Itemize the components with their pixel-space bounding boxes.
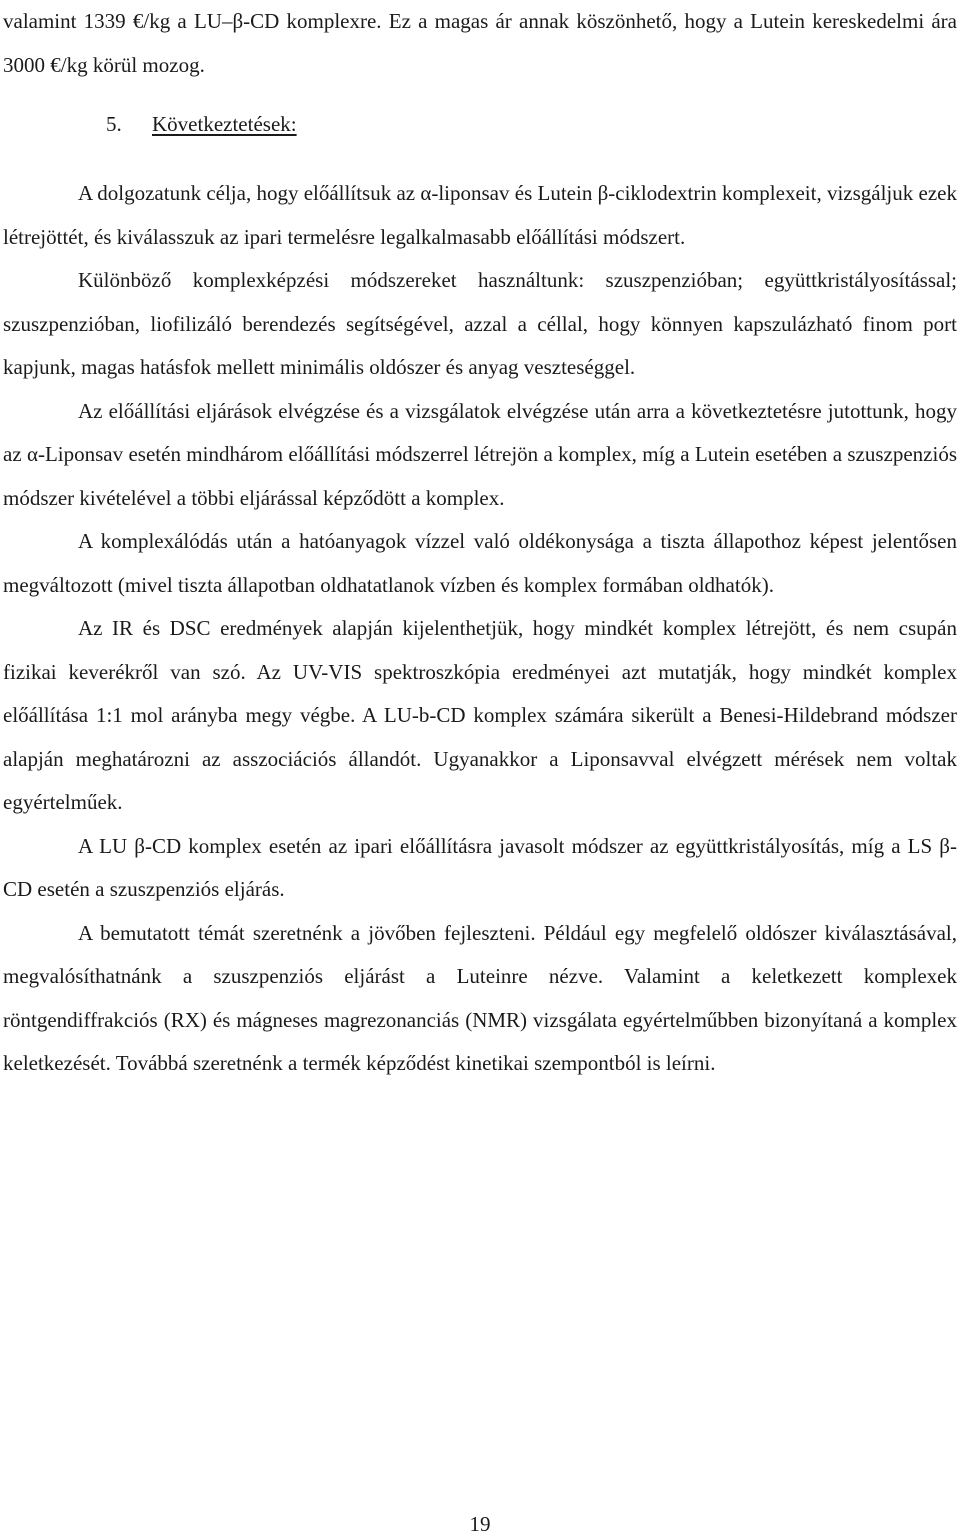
paragraph-future-work: A bemutatott témát szeretnénk a jövőben fejleszteni. Például egy megfelelő oldószer kiválasztásával, megvalósíthatnánk a szuszpenziós eljárást a Luteinre nézve. Valamint a keletkezett komplexek röntgendiffrakciós (RX) és mágneses magrezonanciás (NMR) vizsgálata egyértelműbben bizonyítaná a komplex keletkezését. Továbbá szeretnénk a termék képződést kinetikai szempontból is leírni. bbox=[3, 920, 957, 1075]
section-title: Következtetések: bbox=[152, 112, 297, 136]
body-text bbox=[3, 172, 957, 1086]
paragraph-goal: A dolgozatunk célja, hogy előállítsuk az α-liponsav és Lutein β-ciklodextrin komplexeit, vizsgáljuk ezek létrejöttét, és kiválasszuk az ipari termelésre legalkalmasabb előállítási módszert. bbox=[3, 181, 957, 249]
page-number: 19 bbox=[469, 1512, 491, 1536]
paragraph-recommendation: A LU β-CD komplex esetén az ipari előállításra javasolt módszer az együttkristályosítás, míg a LS β-CD esetén a szuszpenziós eljárás. bbox=[3, 833, 957, 901]
paragraph-analysis: Az IR és DSC eredmények alapján kijelenthetjük, hogy mindkét komplex létrejött, és nem csupán fizikai keverékről van szó. Az UV-VIS spektroszkópia eredményei azt mutatják, hogy mindkét komplex előállítása 1:1 mol arányba megy végbe. A LU-b-CD komplex számára sikerült a Benesi-Hildebrand módszer alapján meghatározni az asszociációs állandót. Ugyanakkor a Liponsavval elvégzett mérések nem voltak egyértelműek. bbox=[3, 616, 957, 814]
intro-paragraph: valamint 1339 €/kg a LU–β-CD komplexre. Ez a magas ár annak köszönhető, hogy a Lutein kereskedelmi ára 3000 €/kg körül mozog. bbox=[3, 9, 957, 77]
paragraph-conclusion: Az előállítási eljárások elvégzése és a vizsgálatok elvégzése után arra a következtetésre jutottunk, hogy az α-Liponsav esetén mindhárom előállítási módszerrel létrejön a komplex, míg a Lutein esetében a szuszpenziós módszer kivételével a többi eljárással képződött a komplex. bbox=[3, 398, 957, 510]
section-number: 5. bbox=[106, 112, 122, 136]
paragraph-methods: Különböző komplexképzési módszereket használtunk: szuszpenzióban; együttkristályosítással; szuszpenzióban, liofilizáló berendezés segítségével, azzal a céllal, hogy könnyen kapszulázható finom port kapjunk, magas hatásfok mellett minimális oldószer és anyag veszteséggel. bbox=[3, 268, 957, 379]
intro-paragraph-block bbox=[3, 0, 957, 87]
paragraph-solubility: A komplexálódás után a hatóanyagok vízzel való oldékonysága a tiszta állapothoz képest jelentősen megváltozott (mivel tiszta állapotban oldhatatlanok vízben és komplex formában oldhatók). bbox=[3, 529, 957, 597]
section-heading bbox=[106, 103, 297, 147]
